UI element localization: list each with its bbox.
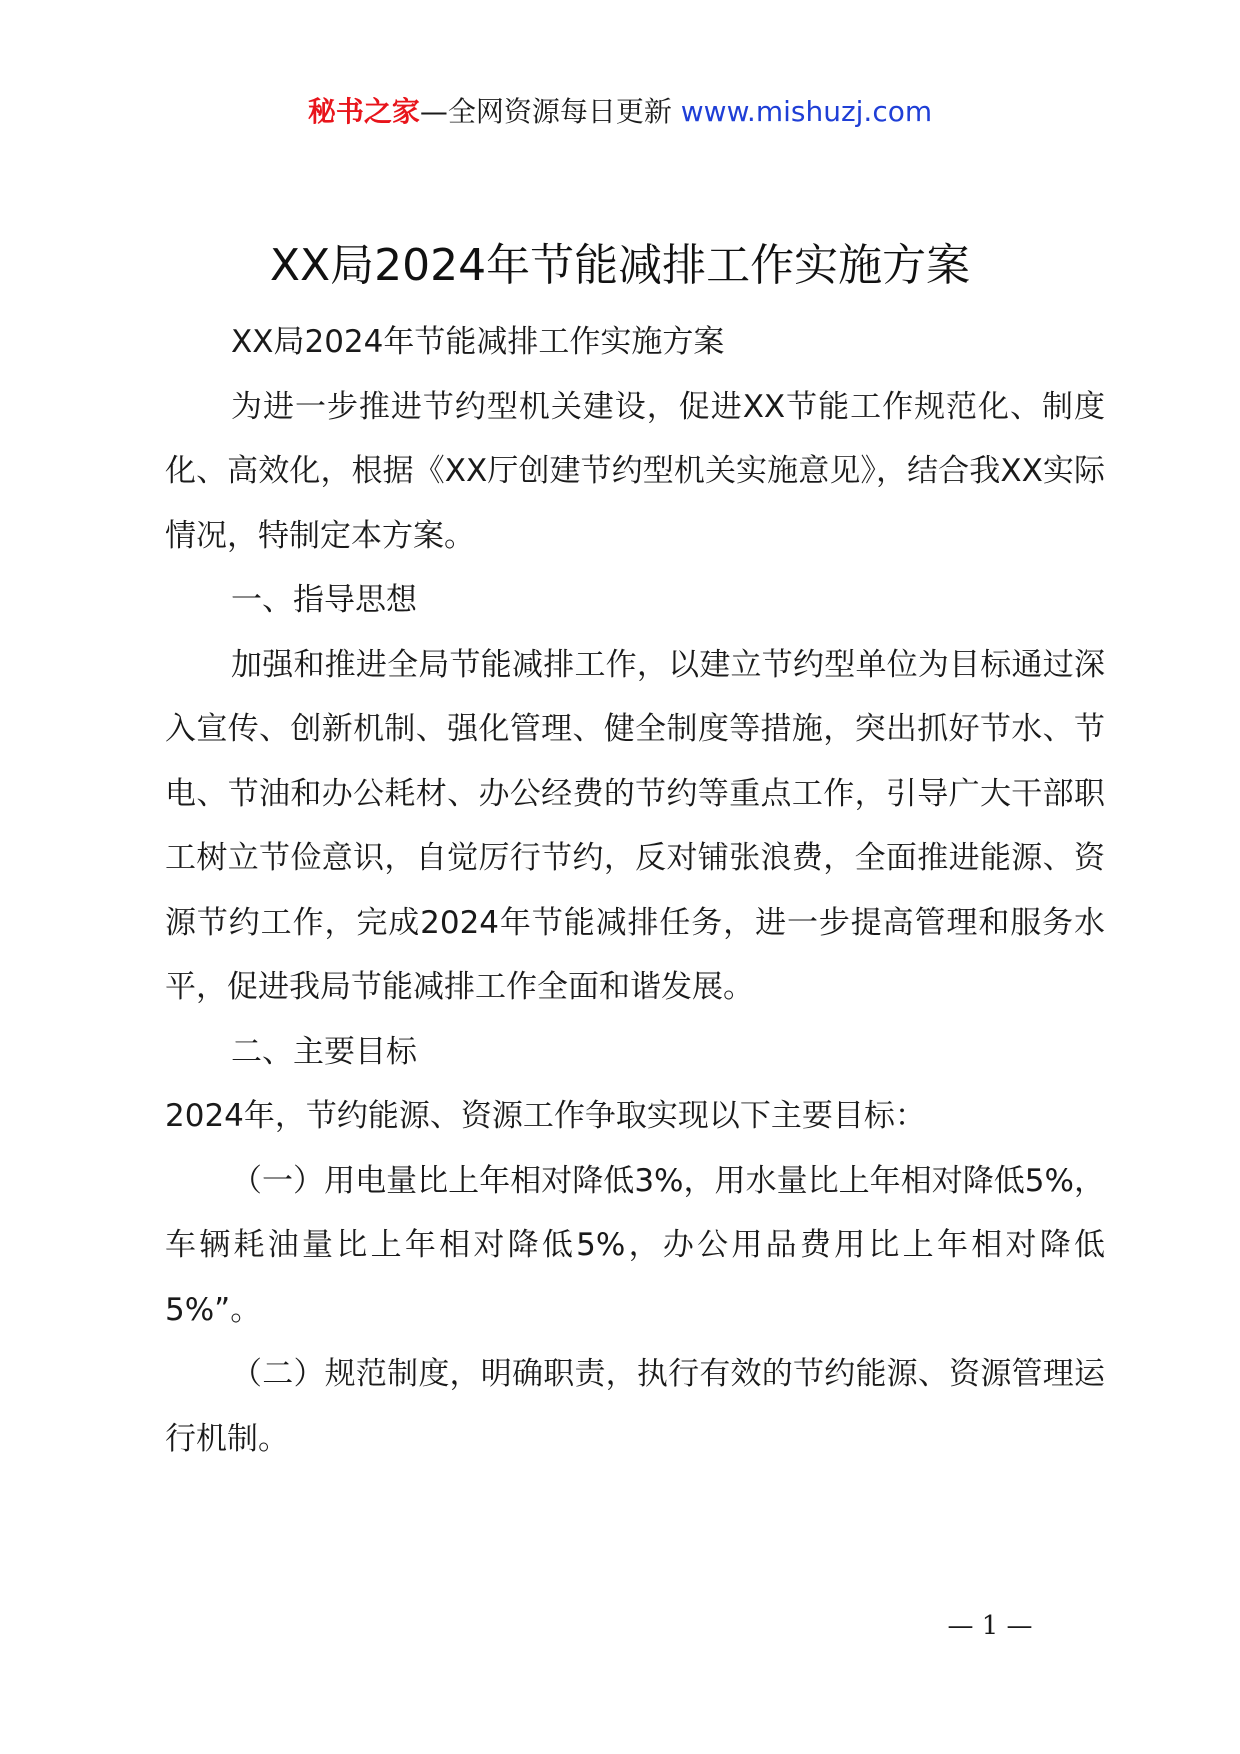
section-heading-guiding-ideology: 一、指导思想 xyxy=(231,582,417,618)
paragraph-goal-1: （一）用电量比上年相对降低3%，用水量比上年相对降低5%，车辆耗油量比上年相对降低5%，办公用品费用比上年相对降低5%”。 xyxy=(165,1162,1105,1328)
banner-brand: 秘书之家 xyxy=(307,95,420,128)
page-number: — 1 — xyxy=(947,1611,1033,1641)
site-banner xyxy=(0,92,1240,132)
paragraph-subtitle: XX局2024年节能减排工作实施方案 xyxy=(231,324,725,360)
document-title: XX局2024年节能减排工作实施方案 xyxy=(269,240,971,291)
paragraph-goals-intro: 2024年，节约能源、资源工作争取实现以下主要目标： xyxy=(165,1098,926,1134)
banner-url-link[interactable]: www.mishuzj.com xyxy=(680,95,933,128)
banner-tagline: —全网资源每日更新 xyxy=(419,95,681,128)
paragraph-goal-2: （二）规范制度，明确职责，执行有效的节约能源、资源管理运行机制。 xyxy=(165,1356,1105,1457)
paragraph-intro: 为进一步推进节约型机关建设，促进XX节能工作规范化、制度化、高效化，根据《XX厅创建节约型机关实施意见》，结合我XX实际情况，特制定本方案。 xyxy=(165,388,1105,554)
paragraph-guiding-ideology: 加强和推进全局节能减排工作，以建立节约型单位为目标通过深入宣传、创新机制、强化管理、健全制度等措施，突出抓好节水、节电、节油和办公耗材、办公经费的节约等重点工作，引导广大干部职工树立节俭意识，自觉厉行节约，反对铺张浪费，全面推进能源、资源节约工作，完成2024年节能减排任务，进一步提高管理和服务水平，促进我局节能减排工作全面和谐发展。 xyxy=(165,646,1105,1005)
section-heading-main-goals: 二、主要目标 xyxy=(231,1033,417,1070)
document-body xyxy=(165,310,1105,1471)
